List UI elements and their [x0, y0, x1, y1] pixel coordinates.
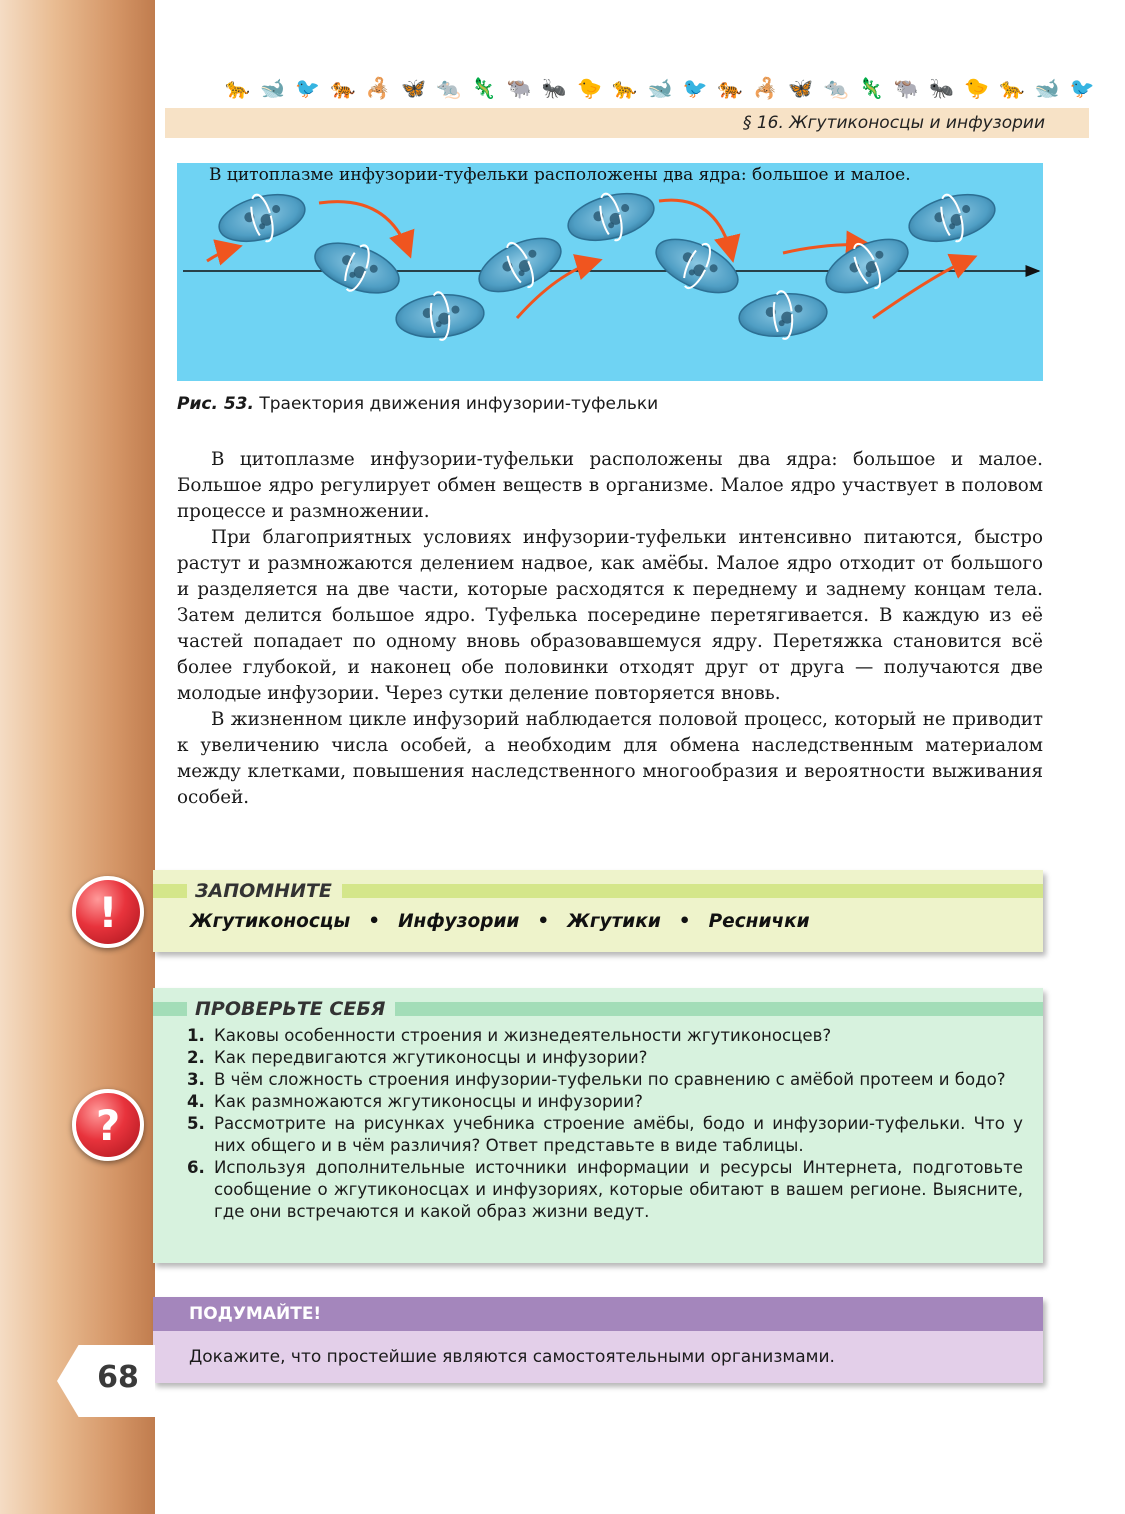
- animal-silhouette-icon: 🦋: [788, 76, 814, 100]
- think-box: [153, 1297, 1043, 1383]
- think-title: ПОДУМАЙТЕ!: [153, 1297, 1043, 1331]
- term: Жгутиконосцы: [190, 911, 351, 932]
- animal-silhouette-icon: 🦎: [471, 76, 497, 100]
- animal-silhouette-icon: 🐋: [647, 76, 673, 100]
- question-number: 1.: [187, 1026, 205, 1045]
- term-separator: •: [678, 911, 691, 932]
- animal-silhouette-icon: 🐋: [1034, 76, 1060, 100]
- exclamation-icon: !: [72, 876, 144, 948]
- animal-silhouette-icon: 🦂: [753, 76, 778, 100]
- animal-silhouette-icon: 🐃: [506, 76, 532, 100]
- animal-silhouette-icon: 🐦: [1069, 76, 1095, 100]
- paramecium-cell: [307, 230, 406, 305]
- animal-silhouette-icon: 🐜: [929, 76, 954, 100]
- animal-silhouette-icon: 🐦: [295, 76, 321, 100]
- animal-silhouette-icon: 🦋: [401, 76, 426, 100]
- question-item: [187, 1113, 1023, 1157]
- paramecium-cell: [817, 226, 917, 307]
- paramecium-cell: [470, 225, 570, 306]
- paramecium-cell: [394, 288, 486, 343]
- animal-silhouette-icon: 🐀: [436, 76, 462, 100]
- paramecium-cell: [213, 183, 310, 252]
- animal-decoration-strip: [225, 72, 1095, 104]
- animal-silhouette-icon: 🐃: [893, 76, 919, 100]
- term-separator: •: [537, 911, 550, 932]
- term: Реснички: [708, 911, 810, 932]
- animal-silhouette-icon: 🐋: [260, 76, 286, 100]
- animal-silhouette-icon: 🐆: [999, 76, 1025, 100]
- question-text: Рассмотрите на рисунках учебника строение амёбы, бодо и инфузории-туфельки. Что у них общего и в чём различия? Ответ представьте в виде таблицы.: [214, 1114, 1023, 1155]
- paramecium-cell: [562, 182, 659, 251]
- question-item: [187, 1047, 1023, 1069]
- question-number: 2.: [187, 1048, 205, 1067]
- figure-caption-label: Рис. 53.: [177, 394, 254, 414]
- question-list: [187, 1025, 1023, 1223]
- term-separator: •: [368, 911, 381, 932]
- think-text: Докажите, что простейшие являются самостоятельными организмами.: [189, 1347, 835, 1367]
- animal-silhouette-icon: 🐤: [964, 76, 990, 100]
- remember-title: ЗАПОМНИТЕ: [187, 878, 342, 904]
- question-item: [187, 1069, 1023, 1091]
- term: Инфузории: [398, 911, 520, 932]
- animal-silhouette-icon: 🐅: [330, 76, 356, 100]
- paragraph: В цитоплазме инфузории-туфельки расположены два ядра: большое и малое. Большое ядро регулирует обмен веществ в организме. Малое ядро участвует в половом процессе и размножении.: [177, 449, 1043, 522]
- check-yourself-box: [153, 988, 1043, 1263]
- paramecium-cell: [737, 287, 829, 342]
- question-item: [187, 1157, 1023, 1223]
- animal-silhouette-icon: 🐆: [612, 76, 638, 100]
- remember-box: [153, 870, 1043, 952]
- animal-silhouette-icon: 🐅: [717, 76, 743, 100]
- question-text: Как размножаются жгутиконосцы и инфузории?: [214, 1092, 643, 1111]
- animal-silhouette-icon: 🐜: [541, 76, 567, 100]
- question-item: [187, 1025, 1023, 1047]
- paramecium-cell: [647, 226, 747, 307]
- question-number: 3.: [187, 1070, 205, 1089]
- animal-silhouette-icon: 🐆: [225, 76, 250, 100]
- figure-53: [177, 163, 1043, 381]
- question-text: Используя дополнительные источники информации и ресурсы Интернета, подготовьте сообщение о жгутиконосцах и инфузориях, которые обитают в вашем регионе. Выясните, где они встречаются и какой образ жизни ведут.: [214, 1158, 1023, 1221]
- question-text: Как передвигаются жгутиконосцы и инфузории?: [214, 1048, 648, 1067]
- question-icon: ?: [72, 1089, 144, 1161]
- question-item: [187, 1091, 1023, 1113]
- figure-caption: [177, 394, 658, 414]
- animal-silhouette-icon: 🐦: [682, 76, 708, 100]
- animal-silhouette-icon: 🐀: [823, 76, 849, 100]
- animal-silhouette-icon: 🦎: [858, 76, 884, 100]
- question-number: 5.: [187, 1114, 205, 1133]
- animal-silhouette-icon: 🦂: [365, 76, 391, 100]
- question-number: 6.: [187, 1158, 205, 1177]
- question-text: Каковы особенности строения и жизнедеятельности жгутиконосцев?: [214, 1026, 832, 1045]
- figure-caption-text: Траектория движения инфузории-туфельки: [259, 394, 659, 414]
- remember-terms: [190, 911, 810, 932]
- figure-overlay-text: В цитоплазме инфузории-туфельки расположены два ядра: большое и малое.: [209, 165, 911, 185]
- paragraph: При благоприятных условиях инфузории-туфельки интенсивно питаются, быстро растут и размножаются делением надвое, как амёбы. Малое ядро отходит от большого и разделяется на две части, которые расходятся к переднему и заднему концам тела. Затем делится большое ядро. Туфелька посередине перетягивается. В каждую из её частей попадает по одному вновь образовавшемуся ядру. Перетяжка становится всё более глубокой, и наконец обе половинки отходят друг от друга — получаются две молодые инфузории. Через сутки деление повторяется вновь.: [177, 527, 1043, 704]
- question-text: В чём сложность строения инфузории-туфельки по сравнению с амёбой протеем и бодо?: [214, 1070, 1006, 1089]
- page-number: 68: [97, 1360, 139, 1395]
- check-title: ПРОВЕРЬТЕ СЕБЯ: [187, 996, 395, 1022]
- animal-silhouette-icon: 🐤: [577, 76, 602, 100]
- term: Жгутики: [567, 911, 661, 932]
- question-number: 4.: [187, 1092, 205, 1111]
- paramecium-cell: [903, 183, 1000, 252]
- motion-arrow: [207, 247, 237, 261]
- running-head: § 16. Жгутиконосцы и инфузории: [165, 108, 1089, 138]
- main-text: [177, 447, 1043, 811]
- paramecium-trajectory-illustration: [177, 163, 1043, 381]
- paragraph: В жизненном цикле инфузорий наблюдается половой процесс, который не приводит к увеличению числа особей, а необходим для обмена наследственным материалом между клетками, повышения наследственного многообразия и вероятности выживания особей.: [177, 709, 1043, 808]
- page-margin-band: [0, 0, 155, 1514]
